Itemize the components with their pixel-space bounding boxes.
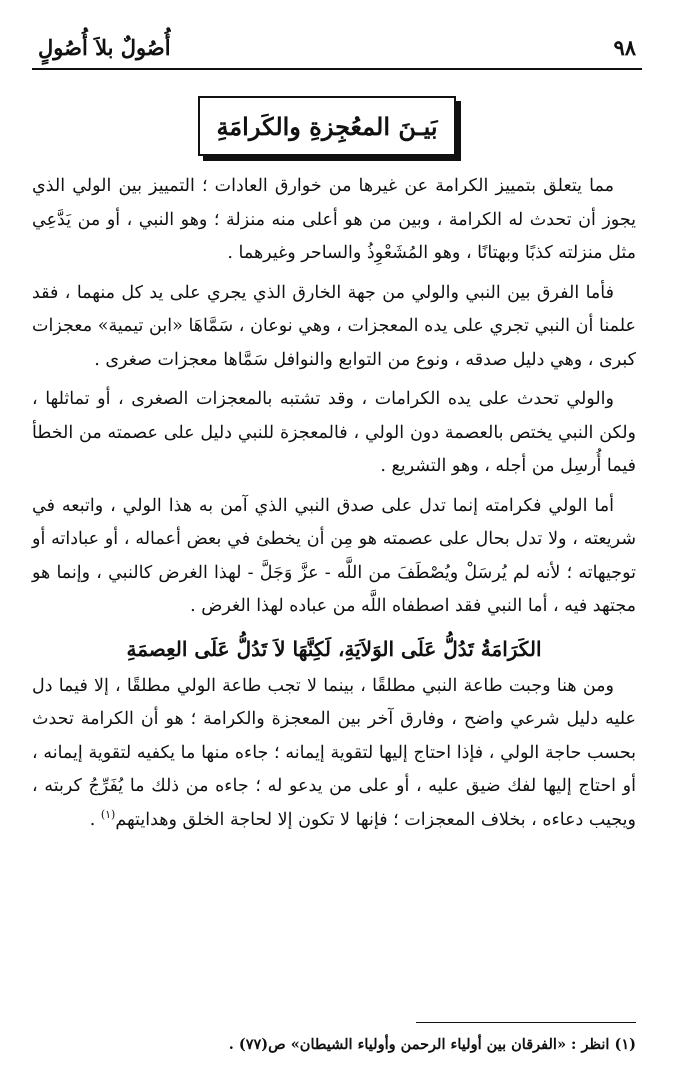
paragraph: مما يتعلق بتمييز الكرامة عن غيرها من خوارق العادات ؛ التمييز بين الولي الذي يجوز أن تحدث له الكرامة ، وبين من هو أعلى منه منزلة ؛ وهو النبي ، أو من يَدَّعِي مثل منزلته كذبًا وبهتانًا ، وهو المُشَعْوِذُ والساحر وغيرهما . [32,176,636,263]
paragraph: فأما الفرق بين النبي والولي من جهة الخارق الذي يجري على يد كل منهما ، فقد علمنا أن النبي تجري على يده المعجزات ، وهي نوعان ، سَمَّاهَا «ابن تيمية» معجزات كبرى ، وهي دليل صدقه ، ونوع من التوابع والنوافل سَمَّاها معجزات صغرى . [32,282,636,370]
footnote-marker[interactable]: (١) [100,807,116,821]
subheading: الكَرَامَةُ تَدُلُّ عَلَى الوَلاَيَةِ، لَكِنَّهَا لاَ تَدُلُّ عَلَى العِصمَةِ [126,636,542,661]
paragraph-final-end: . [89,809,101,830]
paragraph: والولي تحدث على يده الكرامات ، وقد تشتبه بالمعجزات الصغرى ، أو تماثلها ، ولكن النبي يختص بالعصمة دون الولي ، فالمعجزة للنبي دليل على عصمته من الخطأ فيما أُرسِل من أجله ، وهو التشريع . [32,389,636,476]
paragraph-final-text: ومن هنا وجبت طاعة النبي مطلقًا ، بينما لا تجب طاعة الولي مطلقًا ، إلا فيما دل عليه دليل شرعي واضح ، وفارق آخر بين المعجزة والكرامة ؛ هو أن الكرامة تحدث بحسب حاجة الولي ، فإذا احتاج إليها لتقوية إيمانه ؛ جاءه منها ما يكفيه لتقوية إيمانه ، أو احتاج إليها لفك ضيق عليه ، أو على من يدعو له ؛ جاءه من ذلك ما يُفَرِّجُ كربته ، ويجيب دعاءه ، بخلاف المعجزات ؛ فإنها لا تكون إلا لحاجة الخلق وهدايتهم [32,675,636,830]
header-divider [32,68,642,70]
running-head [38,30,636,64]
footnote: (١) انظر : «الفرقان بين أولياء الرحمن وأولياء الشيطان» ص(٧٧) . [228,1036,636,1053]
section-title-box [198,96,456,156]
body-text [32,170,636,843]
book-title: أُصُولٌ بلاَ أُصُولٍ [38,34,171,60]
footnote-divider [416,1022,636,1023]
paragraph: أما الولي فكرامته إنما تدل على صدق النبي الذي آمن به هذا الولي ، واتبعه في شريعته ، ولا تدل بحال على عصمته هو مِن أن يخطئ في بعض أعماله ، أو عباداته أو توجيهاته ؛ لأنه لم يُرسَلْ ويُصْطَفَ من اللَّه - عزَّ وَجَلَّ - لهذا الغرض كالنبي ، وإنما هو مجتهد فيه ، أما النبي فقد اصطفاه اللَّه من عباده لهذا الغرض . [32,495,636,616]
section-title: بَيـنَ المعُجِزةِ والكَرامَةِ [216,111,438,141]
paragraph-final [32,670,636,838]
page-number: ٩٨ [613,34,636,60]
